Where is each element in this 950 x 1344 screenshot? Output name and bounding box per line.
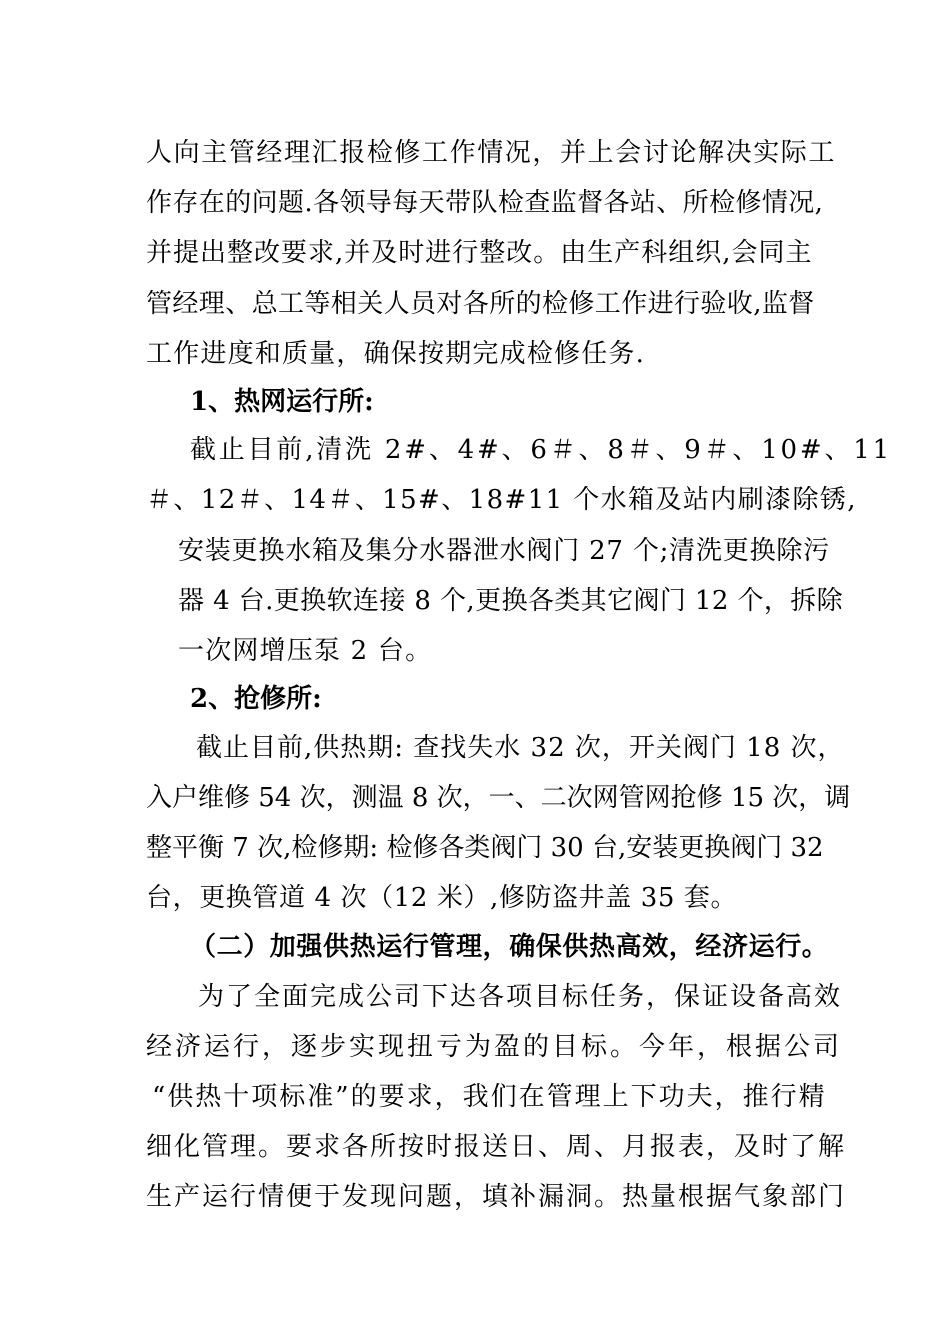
section-heading-heat-network: 1、热网运行所:: [190, 387, 374, 417]
paragraph-1-line-5: 工作进度和质量，确保按期完成检修任务.: [146, 339, 646, 369]
paragraph-1-line-3: 并提出整改要求,并及时进行整改。由生产科组织,会同主: [146, 238, 813, 268]
heat-network-line-5: 一次网增压泵 2 台。: [178, 636, 433, 666]
repair-line-4: 台，更换管道 4 次（12 米）,修防盗井盖 35 套。: [146, 883, 738, 913]
repair-line-1: 截止目前,供热期: 查找失水 32 次，开关阀门 18 次，: [196, 733, 845, 763]
heat-network-line-2: ＃、12＃、14＃、15#、18#11 个水箱及站内刷漆除锈,: [146, 485, 857, 515]
heat-network-line-1: 截止目前,清洗 2#、4#、6＃、8＃、9＃、10#、11: [190, 435, 892, 465]
operation-line-4: 细化管理。要求各所按时报送日、周、月报表，及时了解: [146, 1132, 847, 1162]
paragraph-1-line-4: 管经理、总工等相关人员对各所的检修工作进行验收,监督: [146, 289, 815, 319]
section-heading-repair: 2、抢修所:: [190, 684, 322, 714]
paragraph-1-line-1: 人向主管经理汇报检修工作情况，并上会讨论解决实际工: [146, 138, 837, 168]
operation-line-2: 经济运行，逐步实现扭亏为盈的目标。今年，根据公司: [146, 1032, 843, 1062]
heat-network-line-3: 安装更换水箱及集分水器泄水阀门 27 个;清洗更换除污: [178, 536, 830, 566]
operation-line-5: 生产运行情便于发现问题，填补漏洞。热量根据气象部门: [146, 1182, 847, 1212]
paragraph-1-line-2: 作存在的问题.各领导每天带队检查监督各站、所检修情况,: [146, 188, 824, 218]
repair-line-2: 入户维修 54 次，测温 8 次，一、二次网管网抢修 15 次，调: [146, 783, 851, 813]
operation-line-1: 为了全面完成公司下达各项目标任务，保证设备高效: [198, 982, 843, 1012]
section-heading-operation-management: （二）加强供热运行管理，确保供热高效，经济运行。: [190, 932, 829, 962]
heat-network-line-4: 器 4 台.更换软连接 8 个,更换各类其它阀门 12 个，拆除: [178, 586, 844, 616]
repair-line-3: 整平衡 7 次,检修期: 检修各类阀门 30 台,安装更换阀门 32: [146, 833, 824, 863]
operation-line-3: “供热十项标准”的要求，我们在管理上下功夫，推行精: [152, 1082, 827, 1112]
